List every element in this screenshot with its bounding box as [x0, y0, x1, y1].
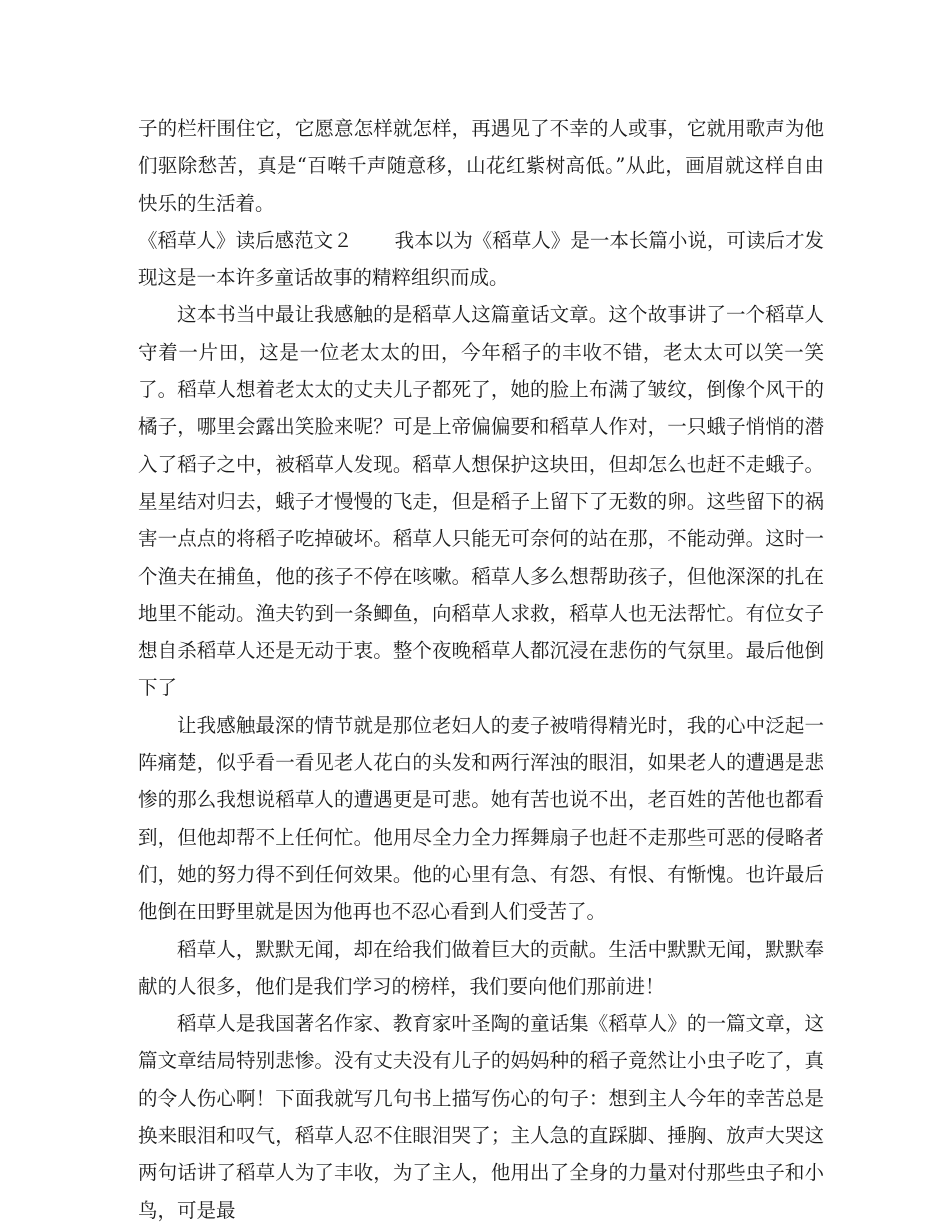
essay-heading: 《稻草人》读后感范文２ — [138, 228, 353, 252]
document-body — [138, 110, 824, 1229]
essay-heading-paragraph — [138, 222, 824, 297]
paragraph-story-summary: 这本书当中最让我感触的是稻草人这篇童话文章。这个故事讲了一个稻草人守着一片田，这是一位老太太的田，今年稻子的丰收不错，老太太可以笑一笑了。稻草人想着老太太的丈夫儿子都死了，她的脸上布满了皱纹，倒像个风干的橘子，哪里会露出笑脸来呢？可是上帝偏偏要和稻草人作对，一只蛾子悄悄的潜入了稻子之中，被稻草人发现。稻草人想保护这块田，但却怎么也赶不走蛾子。星星结对归去，蛾子才慢慢的飞走，但是稻子上留下了无数的卵。这些留下的祸害一点点的将稻子吃掉破坏。稻草人只能无可奈何的站在那，不能动弹。这时一个渔夫在捕鱼，他的孩子不停在咳嗽。稻草人多么想帮助孩子，但他深深的扎在地里不能动。渔夫钓到一条鲫鱼，向稻草人求救，稻草人也无法帮忙。有位女子想自杀稻草人还是无动于衷。整个夜晚稻草人都沉浸在悲伤的气氛里。最后他倒下了 — [138, 303, 824, 700]
essay-intro-text: 我本以为《稻草人》是一本长篇小说，可读后才发现这是一本许多童话故事的精粹组织而成。 — [138, 228, 824, 290]
paragraph-author-intro: 稻草人是我国著名作家、教育家叶圣陶的童话集《稻草人》的一篇文章，这篇文章结局特别悲惨。没有丈夫没有儿子的妈妈种的稻子竟然让小虫子吃了，真的令人伤心啊！下面我就写几句书上描写伤心的句子：想到主人今年的幸苦总是换来眼泪和叹气，稻草人忍不住眼泪哭了；主人急的直踩脚、捶胸、放声大哭这两句话讲了稻草人为了丰收，为了主人，他用出了全身的力量对付那些虫子和小鸟，可是最 — [138, 1012, 824, 1222]
paragraph-tribute: 稻草人，默默无闻，却在给我们做着巨大的贡献。生活中默默无闻，默默奉献的人很多，他们是我们学习的榜样，我们要向他们那前进！ — [138, 937, 824, 998]
paragraph-reflection: 让我感触最深的情节就是那位老妇人的麦子被啃得精光时，我的心中泛起一阵痛楚，似乎看一看见老人花白的头发和两行浑浊的眼泪，如果老人的遭遇是悲惨的那么我想说稻草人的遭遇更是可悲。她有苦也说不出，老百姓的苦他也都看到，但他却帮不上任何忙。他用尽全力全力挥舞扇子也赶不走那些可恶的侵略者们，她的努力得不到任何效果。他的心里有急、有怨、有恨、有惭愧。也许最后他倒在田野里就是因为他再也不忍心看到人们受苦了。 — [138, 713, 824, 924]
paragraph-continuation: 子的栏杆围住它，它愿意怎样就怎样，再遇见了不幸的人或事，它就用歌声为他们驱除愁苦，真是“百啭千声随意移，山花红紫树高低。”从此，画眉就这样自由快乐的生活着。 — [138, 117, 824, 215]
